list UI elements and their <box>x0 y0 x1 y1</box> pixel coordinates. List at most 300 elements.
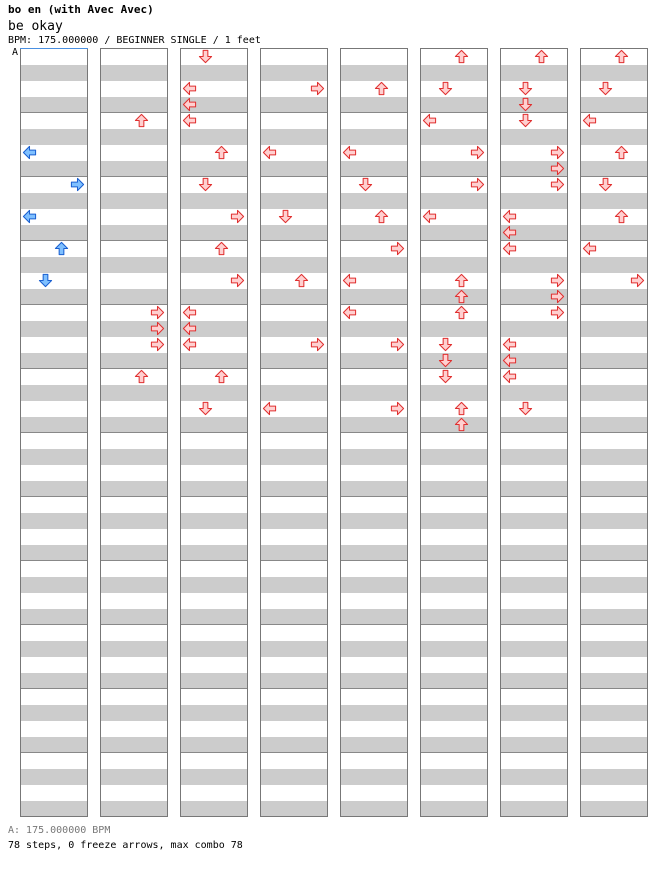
measure-line <box>581 304 647 305</box>
beat-stripe <box>181 737 247 753</box>
beat-stripe <box>581 417 647 433</box>
beat-stripe <box>421 769 487 785</box>
beat-stripe <box>101 385 167 401</box>
beat-stripe <box>181 481 247 497</box>
beat-stripe <box>421 577 487 593</box>
beat-stripe <box>261 289 327 305</box>
beat-stripe <box>341 289 407 305</box>
beat-stripe <box>181 609 247 625</box>
step-arrow-up-icon <box>454 401 469 416</box>
beat-stripe <box>261 769 327 785</box>
beat-stripe <box>421 385 487 401</box>
beat-stripe <box>581 449 647 465</box>
step-arrow-up-icon <box>454 49 469 64</box>
beat-stripe <box>501 545 567 561</box>
step-arrow-left-icon <box>342 305 357 320</box>
beat-stripe <box>581 193 647 209</box>
beat-stripe <box>501 65 567 81</box>
beat-stripe <box>21 769 87 785</box>
step-arrow-left-icon <box>582 113 597 128</box>
beat-stripe <box>181 257 247 273</box>
beat-stripe <box>421 705 487 721</box>
step-arrow-up-icon <box>454 305 469 320</box>
measure-line <box>501 752 567 753</box>
measure-line <box>181 752 247 753</box>
beat-stripe <box>581 705 647 721</box>
beat-stripe <box>501 737 567 753</box>
measure-line <box>181 560 247 561</box>
measure-line <box>101 752 167 753</box>
chart-column <box>100 48 168 817</box>
measure-line <box>421 624 487 625</box>
beat-stripe <box>581 97 647 113</box>
step-arrow-right-icon <box>550 273 565 288</box>
beat-stripe <box>101 577 167 593</box>
beat-stripe <box>581 801 647 817</box>
beat-stripe <box>261 545 327 561</box>
beat-stripe <box>101 769 167 785</box>
bpm-marker-line <box>20 48 88 49</box>
beat-stripe <box>501 193 567 209</box>
beat-stripe <box>501 609 567 625</box>
beat-stripe <box>421 97 487 113</box>
measure-line <box>421 240 487 241</box>
beat-stripe <box>421 257 487 273</box>
beat-stripe <box>21 577 87 593</box>
step-arrow-up-icon <box>134 369 149 384</box>
footer-bpm-line: A: 175.000000 BPM <box>8 825 111 836</box>
step-arrow-up-icon <box>214 145 229 160</box>
beat-stripe <box>421 737 487 753</box>
beat-stripe <box>101 161 167 177</box>
beat-stripe <box>581 385 647 401</box>
measure-line <box>501 624 567 625</box>
beat-stripe <box>101 737 167 753</box>
beat-stripe <box>181 673 247 689</box>
step-arrow-right-icon <box>150 305 165 320</box>
beat-stripe <box>261 705 327 721</box>
chart-column <box>420 48 488 817</box>
beat-stripe <box>181 545 247 561</box>
measure-line <box>261 304 327 305</box>
step-arrow-left-icon <box>182 321 197 336</box>
step-arrow-down-icon <box>198 401 213 416</box>
beat-stripe <box>261 417 327 433</box>
beat-stripe <box>501 577 567 593</box>
beat-stripe <box>501 769 567 785</box>
beat-stripe <box>261 801 327 817</box>
step-arrow-down-icon <box>518 97 533 112</box>
beat-stripe <box>21 673 87 689</box>
beat-stripe <box>501 321 567 337</box>
beat-stripe <box>581 257 647 273</box>
beat-stripe <box>21 129 87 145</box>
beat-stripe <box>181 513 247 529</box>
beat-stripe <box>581 321 647 337</box>
beat-stripe <box>261 673 327 689</box>
beat-stripe <box>101 193 167 209</box>
beat-stripe <box>581 161 647 177</box>
step-arrow-up-icon <box>534 49 549 64</box>
measure-line <box>21 624 87 625</box>
beat-stripe <box>581 577 647 593</box>
step-arrow-left-icon <box>502 225 517 240</box>
beat-stripe <box>101 609 167 625</box>
beat-stripe <box>501 97 567 113</box>
step-arrow-right-icon <box>390 401 405 416</box>
step-arrow-left-icon <box>22 209 37 224</box>
step-arrow-left-icon <box>342 145 357 160</box>
step-arrow-right-icon <box>310 81 325 96</box>
measure-line <box>421 368 487 369</box>
measure-line <box>261 624 327 625</box>
measure-line <box>581 624 647 625</box>
measure-line <box>101 176 167 177</box>
step-arrow-down-icon <box>38 273 53 288</box>
beat-stripe <box>21 161 87 177</box>
measure-line <box>261 560 327 561</box>
beat-stripe <box>21 641 87 657</box>
step-arrow-right-icon <box>390 241 405 256</box>
beat-stripe <box>21 225 87 241</box>
beat-stripe <box>261 257 327 273</box>
measure-line <box>21 112 87 113</box>
measure-line <box>261 368 327 369</box>
beat-stripe <box>501 801 567 817</box>
beat-stripe <box>421 193 487 209</box>
beat-stripe <box>261 577 327 593</box>
beat-stripe <box>101 289 167 305</box>
beat-stripe <box>21 289 87 305</box>
beat-stripe <box>181 641 247 657</box>
measure-line <box>181 624 247 625</box>
measure-line <box>501 688 567 689</box>
beat-stripe <box>181 449 247 465</box>
measure-line <box>421 496 487 497</box>
beat-stripe <box>581 609 647 625</box>
measure-line <box>581 176 647 177</box>
measure-line <box>501 560 567 561</box>
measure-line <box>101 432 167 433</box>
measure-line <box>261 112 327 113</box>
chart-column <box>500 48 568 817</box>
step-arrow-right-icon <box>550 145 565 160</box>
measure-line <box>341 688 407 689</box>
measure-line <box>341 176 407 177</box>
step-arrow-left-icon <box>262 145 277 160</box>
measure-line <box>101 240 167 241</box>
beat-stripe <box>341 577 407 593</box>
step-arrow-up-icon <box>614 209 629 224</box>
beat-stripe <box>21 545 87 561</box>
beat-stripe <box>341 321 407 337</box>
chart-column <box>20 48 88 817</box>
chart-column <box>260 48 328 817</box>
beat-stripe <box>101 705 167 721</box>
beat-stripe <box>341 65 407 81</box>
measure-line <box>21 496 87 497</box>
beat-stripe <box>261 385 327 401</box>
beat-stripe <box>581 545 647 561</box>
step-arrow-up-icon <box>214 369 229 384</box>
measure-line <box>421 432 487 433</box>
beat-stripe <box>581 289 647 305</box>
beat-stripe <box>341 801 407 817</box>
beat-stripe <box>421 481 487 497</box>
step-arrow-right-icon <box>470 177 485 192</box>
beat-stripe <box>181 161 247 177</box>
beat-stripe <box>581 641 647 657</box>
beat-stripe <box>101 545 167 561</box>
measure-line <box>21 560 87 561</box>
step-arrow-left-icon <box>422 209 437 224</box>
measure-line <box>341 560 407 561</box>
step-arrow-left-icon <box>502 209 517 224</box>
measure-line <box>501 112 567 113</box>
measure-line <box>261 240 327 241</box>
measure-line <box>341 752 407 753</box>
song-subtitle: be okay <box>8 19 63 34</box>
beat-stripe <box>341 257 407 273</box>
beat-stripe <box>581 513 647 529</box>
chart-column <box>580 48 648 817</box>
step-arrow-down-icon <box>598 177 613 192</box>
measure-line <box>501 432 567 433</box>
measure-line <box>181 496 247 497</box>
beat-stripe <box>341 705 407 721</box>
step-arrow-right-icon <box>630 273 645 288</box>
beat-stripe <box>181 385 247 401</box>
step-arrow-up-icon <box>374 81 389 96</box>
beat-stripe <box>501 257 567 273</box>
beat-stripe <box>421 161 487 177</box>
step-arrow-down-icon <box>198 49 213 64</box>
chart-info: BPM: 175.000000 / BEGINNER SINGLE / 1 feet <box>8 35 261 46</box>
measure-line <box>261 496 327 497</box>
beat-stripe <box>261 481 327 497</box>
step-arrow-left-icon <box>342 273 357 288</box>
beat-stripe <box>421 609 487 625</box>
step-arrow-left-icon <box>182 81 197 96</box>
beat-stripe <box>101 257 167 273</box>
measure-line <box>341 368 407 369</box>
step-arrow-left-icon <box>502 337 517 352</box>
measure-line <box>101 624 167 625</box>
beat-stripe <box>501 513 567 529</box>
measure-line <box>181 688 247 689</box>
measure-line <box>341 112 407 113</box>
step-arrow-down-icon <box>438 353 453 368</box>
beat-stripe <box>261 449 327 465</box>
beat-stripe <box>101 97 167 113</box>
step-arrow-right-icon <box>470 145 485 160</box>
measure-line <box>21 752 87 753</box>
chart-column <box>340 48 408 817</box>
beat-stripe <box>21 257 87 273</box>
beat-stripe <box>421 673 487 689</box>
beat-stripe <box>341 353 407 369</box>
measure-line <box>581 560 647 561</box>
measure-line <box>501 496 567 497</box>
measure-line <box>341 624 407 625</box>
bpm-marker-label: A <box>12 47 19 58</box>
step-arrow-left-icon <box>502 369 517 384</box>
step-arrow-left-icon <box>182 97 197 112</box>
beat-stripe <box>421 225 487 241</box>
measure-line <box>21 368 87 369</box>
beat-stripe <box>501 481 567 497</box>
step-arrow-right-icon <box>550 177 565 192</box>
beat-stripe <box>421 129 487 145</box>
beat-stripe <box>421 65 487 81</box>
step-arrow-left-icon <box>182 337 197 352</box>
beat-stripe <box>21 417 87 433</box>
beat-stripe <box>21 385 87 401</box>
beat-stripe <box>341 97 407 113</box>
step-arrow-right-icon <box>150 321 165 336</box>
beat-stripe <box>181 129 247 145</box>
step-arrow-down-icon <box>278 209 293 224</box>
beat-stripe <box>261 161 327 177</box>
beat-stripe <box>341 641 407 657</box>
beat-stripe <box>181 289 247 305</box>
beat-stripe <box>101 353 167 369</box>
step-arrow-up-icon <box>454 273 469 288</box>
step-arrow-left-icon <box>502 353 517 368</box>
beat-stripe <box>581 769 647 785</box>
beat-stripe <box>181 417 247 433</box>
beat-stripe <box>581 225 647 241</box>
measure-line <box>341 496 407 497</box>
beat-stripe <box>261 641 327 657</box>
measure-line <box>421 688 487 689</box>
beat-stripe <box>21 353 87 369</box>
step-arrow-down-icon <box>438 369 453 384</box>
beat-stripe <box>21 513 87 529</box>
measure-line <box>581 752 647 753</box>
measure-line <box>341 432 407 433</box>
step-arrow-right-icon <box>150 337 165 352</box>
chart-column <box>180 48 248 817</box>
beat-stripe <box>421 513 487 529</box>
beat-stripe <box>21 481 87 497</box>
beat-stripe <box>341 481 407 497</box>
beat-stripe <box>101 449 167 465</box>
beat-stripe <box>181 225 247 241</box>
beat-stripe <box>181 801 247 817</box>
measure-line <box>261 176 327 177</box>
beat-stripe <box>341 449 407 465</box>
beat-stripe <box>581 673 647 689</box>
beat-stripe <box>261 129 327 145</box>
step-arrow-down-icon <box>198 177 213 192</box>
beat-stripe <box>341 193 407 209</box>
measure-line <box>101 560 167 561</box>
step-arrow-up-icon <box>134 113 149 128</box>
beat-stripe <box>181 705 247 721</box>
beat-stripe <box>341 737 407 753</box>
beat-stripe <box>261 609 327 625</box>
step-arrow-left-icon <box>422 113 437 128</box>
beat-stripe <box>101 641 167 657</box>
beat-stripe <box>21 737 87 753</box>
beat-stripe <box>21 193 87 209</box>
beat-stripe <box>341 385 407 401</box>
step-arrow-up-icon <box>214 241 229 256</box>
step-arrow-up-icon <box>454 417 469 432</box>
measure-line <box>21 432 87 433</box>
beat-stripe <box>21 65 87 81</box>
measure-line <box>581 368 647 369</box>
measure-line <box>421 560 487 561</box>
beat-stripe <box>341 225 407 241</box>
beat-stripe <box>181 769 247 785</box>
beat-stripe <box>101 513 167 529</box>
step-arrow-down-icon <box>518 401 533 416</box>
step-arrow-up-icon <box>454 289 469 304</box>
beat-stripe <box>501 129 567 145</box>
beat-stripe <box>501 417 567 433</box>
step-arrow-up-icon <box>54 241 69 256</box>
beat-stripe <box>21 609 87 625</box>
footer-stats-line: 78 steps, 0 freeze arrows, max combo 78 <box>8 840 243 851</box>
step-arrow-right-icon <box>230 209 245 224</box>
step-arrow-left-icon <box>502 241 517 256</box>
beat-stripe <box>261 353 327 369</box>
step-arrow-right-icon <box>390 337 405 352</box>
beat-stripe <box>101 481 167 497</box>
beat-stripe <box>501 385 567 401</box>
step-arrow-down-icon <box>518 113 533 128</box>
step-arrow-up-icon <box>294 273 309 288</box>
song-title: bo en (with Avec Avec) <box>8 3 154 16</box>
beat-stripe <box>341 417 407 433</box>
beat-stripe <box>421 449 487 465</box>
measure-line <box>101 688 167 689</box>
beat-stripe <box>261 65 327 81</box>
beat-stripe <box>261 513 327 529</box>
beat-stripe <box>181 353 247 369</box>
measure-line <box>21 688 87 689</box>
beat-stripe <box>21 801 87 817</box>
beat-stripe <box>101 673 167 689</box>
beat-stripe <box>101 801 167 817</box>
measure-line <box>581 688 647 689</box>
beat-stripe <box>21 449 87 465</box>
beat-stripe <box>101 225 167 241</box>
beat-stripe <box>261 193 327 209</box>
step-arrow-right-icon <box>310 337 325 352</box>
step-arrow-left-icon <box>182 113 197 128</box>
measure-line <box>581 496 647 497</box>
beat-stripe <box>421 321 487 337</box>
step-arrow-down-icon <box>518 81 533 96</box>
beat-stripe <box>101 129 167 145</box>
beat-stripe <box>581 481 647 497</box>
beat-stripe <box>261 737 327 753</box>
measure-line <box>261 752 327 753</box>
beat-stripe <box>341 513 407 529</box>
beat-stripe <box>421 545 487 561</box>
beat-stripe <box>581 737 647 753</box>
beat-stripe <box>501 673 567 689</box>
step-arrow-right-icon <box>550 161 565 176</box>
beat-stripe <box>501 705 567 721</box>
measure-line <box>181 176 247 177</box>
measure-line <box>261 432 327 433</box>
measure-line <box>421 752 487 753</box>
beat-stripe <box>421 641 487 657</box>
